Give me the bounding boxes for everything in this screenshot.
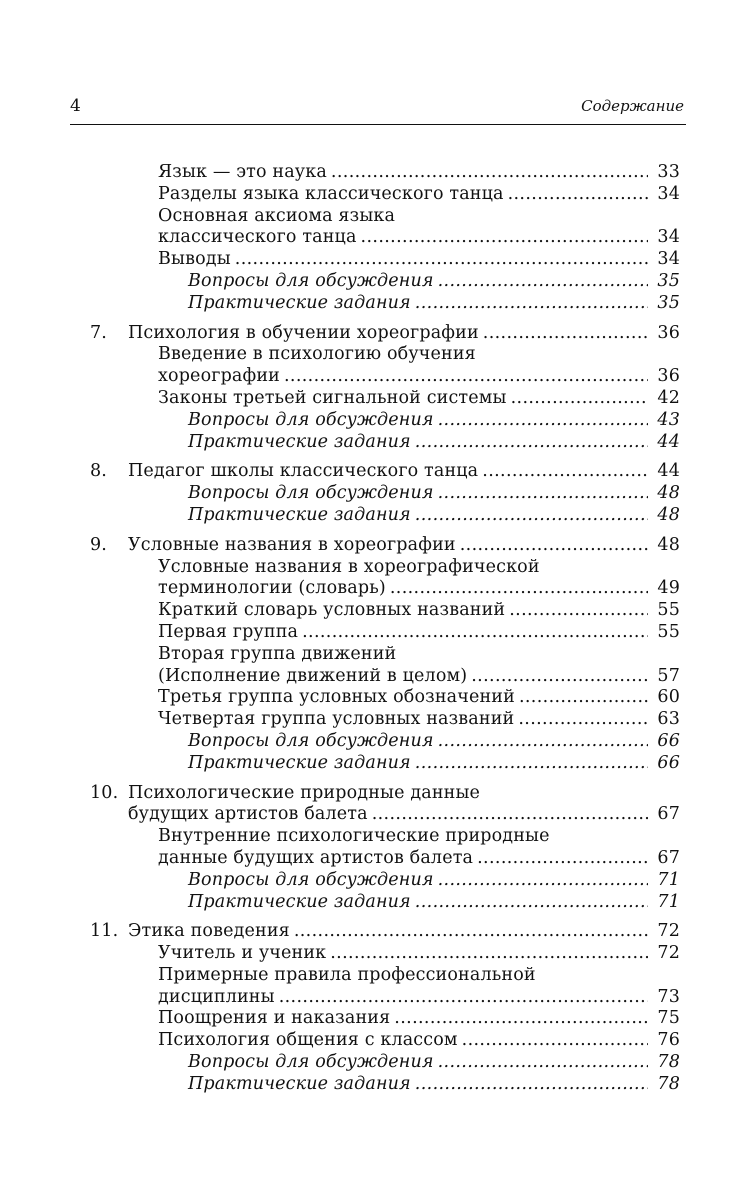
toc-entry-page: 71 bbox=[657, 891, 680, 912]
toc-chapter-heading[interactable] bbox=[90, 804, 680, 826]
leader-dots bbox=[460, 535, 648, 557]
leader-dots bbox=[438, 731, 648, 753]
toc-entry-title: Введение в психологию обучения bbox=[158, 344, 476, 365]
chapter-page: 36 bbox=[657, 322, 680, 343]
chapter-number: 10. bbox=[90, 782, 119, 803]
leader-dots bbox=[519, 687, 648, 709]
toc-entry-page: 78 bbox=[657, 1073, 680, 1094]
toc-entry-title: Практические задания bbox=[188, 431, 411, 452]
table-of-contents bbox=[90, 162, 680, 1104]
leader-dots bbox=[415, 753, 648, 775]
toc-entry-page: 35 bbox=[657, 270, 680, 291]
toc-entry-title: Практические задания bbox=[188, 1073, 411, 1094]
toc-entry[interactable] bbox=[90, 943, 680, 965]
leader-dots bbox=[415, 892, 648, 914]
toc-entry-title: Практические задания bbox=[188, 891, 411, 912]
leader-dots bbox=[361, 227, 648, 249]
leader-dots bbox=[508, 184, 648, 206]
toc-entry[interactable] bbox=[90, 848, 680, 870]
toc-entry-page: 55 bbox=[657, 621, 680, 642]
toc-entry[interactable] bbox=[90, 687, 680, 709]
toc-entry-title: Учитель и ученик bbox=[158, 943, 327, 964]
leader-dots bbox=[415, 432, 648, 454]
chapter-title: Педагог школы классического танца bbox=[128, 461, 479, 482]
toc-chapter-heading[interactable] bbox=[90, 461, 680, 483]
chapter-number: 8. bbox=[90, 461, 107, 482]
toc-entry-questions[interactable] bbox=[90, 410, 680, 432]
toc-entry-page: 75 bbox=[657, 1008, 680, 1029]
chapter-page: 72 bbox=[657, 921, 680, 942]
toc-entry-page: 60 bbox=[657, 687, 680, 708]
toc-entry-page: 78 bbox=[657, 1052, 680, 1073]
toc-entry-title: терминологии (словарь) bbox=[158, 578, 386, 599]
toc-entry-tasks[interactable] bbox=[90, 1074, 680, 1096]
toc-entry-title: Практические задания bbox=[188, 292, 411, 313]
leader-dots bbox=[518, 709, 648, 731]
toc-chapter-heading-line1[interactable] bbox=[90, 783, 680, 805]
toc-section-continued bbox=[90, 162, 680, 315]
leader-dots bbox=[302, 622, 648, 644]
toc-entry-title: Выводы bbox=[158, 249, 231, 270]
toc-entry-title: Внутренние психологические природные bbox=[158, 826, 550, 847]
chapter-number: 11. bbox=[90, 921, 119, 942]
toc-entry-title: Первая группа bbox=[158, 621, 299, 642]
toc-entry-title: Краткий словарь условных названий bbox=[158, 600, 506, 621]
toc-entry-page: 67 bbox=[657, 847, 680, 868]
chapter-title: Психологические природные данные bbox=[128, 782, 481, 803]
leader-dots bbox=[438, 483, 648, 505]
toc-entry[interactable] bbox=[90, 987, 680, 1009]
toc-entry-page: 35 bbox=[657, 292, 680, 313]
toc-entry[interactable] bbox=[90, 600, 680, 622]
toc-entry[interactable] bbox=[90, 622, 680, 644]
toc-entry-tasks[interactable] bbox=[90, 432, 680, 454]
toc-entry[interactable] bbox=[90, 1030, 680, 1052]
toc-entry-line1[interactable] bbox=[90, 344, 680, 366]
toc-chapter-9 bbox=[90, 535, 680, 775]
leader-dots bbox=[438, 870, 648, 892]
chapter-title: Этика поведения bbox=[128, 921, 290, 942]
toc-entry-title: классического танца bbox=[158, 227, 357, 248]
toc-entry-page: 49 bbox=[657, 578, 680, 599]
toc-entry[interactable] bbox=[90, 578, 680, 600]
toc-entry-line1[interactable] bbox=[90, 557, 680, 579]
leader-dots bbox=[279, 987, 648, 1009]
chapter-title: будущих артистов балета bbox=[128, 804, 368, 825]
toc-entry-page: 72 bbox=[657, 943, 680, 964]
toc-chapter-10 bbox=[90, 783, 680, 914]
toc-entry-line1[interactable] bbox=[90, 965, 680, 987]
chapter-title: Условные названия в хореографии bbox=[128, 534, 456, 555]
chapter-number: 7. bbox=[90, 322, 107, 343]
leader-dots bbox=[330, 943, 648, 965]
leader-dots bbox=[438, 271, 648, 293]
toc-entry-title: Вторая группа движений bbox=[158, 643, 397, 664]
toc-entry-title: Психология общения с классом bbox=[158, 1030, 458, 1051]
toc-entry-title: Вопросы для обсуждения bbox=[188, 730, 434, 751]
leader-dots bbox=[511, 388, 648, 410]
toc-entry-title: Вопросы для обсуждения bbox=[188, 270, 434, 291]
toc-entry-page: 34 bbox=[657, 183, 680, 204]
leader-dots bbox=[483, 323, 648, 345]
toc-entry[interactable] bbox=[90, 1008, 680, 1030]
toc-entry-title: Основная аксиома языка bbox=[158, 205, 396, 226]
leader-dots bbox=[372, 804, 648, 826]
toc-chapter-heading[interactable] bbox=[90, 323, 680, 345]
chapter-page: 44 bbox=[657, 461, 680, 482]
toc-entry-page: 42 bbox=[657, 387, 680, 408]
toc-entry-title: хореографии bbox=[158, 366, 280, 387]
toc-entry-page: 63 bbox=[657, 709, 680, 730]
toc-entry[interactable] bbox=[90, 709, 680, 731]
toc-entry-page: 36 bbox=[657, 366, 680, 387]
leader-dots bbox=[394, 1008, 648, 1030]
toc-entry-title: Практические задания bbox=[188, 504, 411, 525]
toc-entry-page: 66 bbox=[657, 752, 680, 773]
toc-entry[interactable] bbox=[90, 227, 680, 249]
leader-dots bbox=[415, 505, 648, 527]
leader-dots bbox=[482, 461, 648, 483]
toc-entry-page: 55 bbox=[657, 600, 680, 621]
toc-entry-title: Вопросы для обсуждения bbox=[188, 409, 434, 430]
toc-entry-questions[interactable] bbox=[90, 1052, 680, 1074]
toc-chapter-heading[interactable] bbox=[90, 535, 680, 557]
leader-dots bbox=[331, 162, 648, 184]
leader-dots bbox=[235, 249, 648, 271]
toc-entry-title: Разделы языка классического танца bbox=[158, 183, 504, 204]
leader-dots bbox=[438, 1052, 648, 1074]
leader-dots bbox=[390, 578, 648, 600]
toc-entry[interactable] bbox=[90, 249, 680, 271]
toc-entry-tasks[interactable] bbox=[90, 293, 680, 315]
toc-entry[interactable] bbox=[90, 666, 680, 688]
toc-entry-title: Вопросы для обсуждения bbox=[188, 1052, 434, 1073]
chapter-title: Психология в обучении хореографии bbox=[128, 322, 479, 343]
leader-dots bbox=[509, 600, 648, 622]
toc-entry-title: Практические задания bbox=[188, 752, 411, 773]
toc-entry-questions[interactable] bbox=[90, 731, 680, 753]
leader-dots bbox=[284, 366, 648, 388]
toc-entry-page: 44 bbox=[657, 431, 680, 452]
toc-entry-line1[interactable] bbox=[90, 644, 680, 666]
running-title: Содержание bbox=[581, 97, 684, 115]
toc-entry[interactable] bbox=[90, 184, 680, 206]
toc-entry-page: 34 bbox=[657, 227, 680, 248]
leader-dots bbox=[471, 666, 648, 688]
toc-entry-title: Примерные правила профессиональной bbox=[158, 964, 536, 985]
toc-entry-title: Условные названия в хореографической bbox=[158, 556, 540, 577]
toc-entry-tasks[interactable] bbox=[90, 892, 680, 914]
toc-entry[interactable] bbox=[90, 388, 680, 410]
toc-entry-title: Вопросы для обсуждения bbox=[188, 869, 434, 890]
toc-chapter-heading[interactable] bbox=[90, 921, 680, 943]
leader-dots bbox=[294, 921, 648, 943]
chapter-page: 67 bbox=[657, 804, 680, 825]
toc-entry-questions[interactable] bbox=[90, 870, 680, 892]
toc-entry-page: 66 bbox=[657, 730, 680, 751]
leader-dots bbox=[477, 848, 648, 870]
chapter-number: 9. bbox=[90, 534, 107, 555]
toc-entry-title: Поощрения и наказания bbox=[158, 1008, 391, 1029]
toc-entry-title: Четвертая группа условных названий bbox=[158, 709, 515, 730]
toc-entry-line1[interactable] bbox=[90, 826, 680, 848]
leader-dots bbox=[415, 1074, 648, 1096]
toc-entry-title: дисциплины bbox=[158, 986, 275, 1007]
toc-entry-title: (Исполнение движений в целом) bbox=[158, 665, 468, 686]
toc-entry-title: Третья группа условных обозначений bbox=[158, 687, 515, 708]
toc-entry-questions[interactable] bbox=[90, 271, 680, 293]
page-header bbox=[70, 94, 686, 125]
toc-chapter-7 bbox=[90, 323, 680, 454]
toc-entry-title: данные будущих артистов балета bbox=[158, 847, 474, 868]
toc-entry-page: 71 bbox=[657, 869, 680, 890]
toc-entry-title: Законы третьей сигнальной системы bbox=[158, 387, 507, 408]
leader-dots bbox=[462, 1030, 648, 1052]
toc-entry-page: 73 bbox=[657, 986, 680, 1007]
toc-chapter-11 bbox=[90, 921, 680, 1095]
toc-chapter-8 bbox=[90, 461, 680, 526]
toc-entry-title: Вопросы для обсуждения bbox=[188, 483, 434, 504]
toc-entry-page: 76 bbox=[657, 1030, 680, 1051]
toc-entry-page: 48 bbox=[657, 504, 680, 525]
toc-entry-page: 57 bbox=[657, 665, 680, 686]
page-number: 4 bbox=[70, 96, 81, 116]
toc-entry-title: Язык — это наука bbox=[158, 162, 327, 182]
toc-entry-line1[interactable] bbox=[90, 206, 680, 228]
toc-entry[interactable] bbox=[90, 162, 680, 184]
chapter-page: 48 bbox=[657, 534, 680, 555]
toc-entry-page: 48 bbox=[657, 483, 680, 504]
toc-entry-page: 33 bbox=[657, 162, 680, 182]
toc-entry-questions[interactable] bbox=[90, 483, 680, 505]
toc-entry-tasks[interactable] bbox=[90, 505, 680, 527]
leader-dots bbox=[415, 293, 648, 315]
leader-dots bbox=[438, 410, 648, 432]
toc-entry[interactable] bbox=[90, 366, 680, 388]
toc-entry-page: 43 bbox=[657, 409, 680, 430]
toc-entry-page: 34 bbox=[657, 249, 680, 270]
toc-entry-tasks[interactable] bbox=[90, 753, 680, 775]
